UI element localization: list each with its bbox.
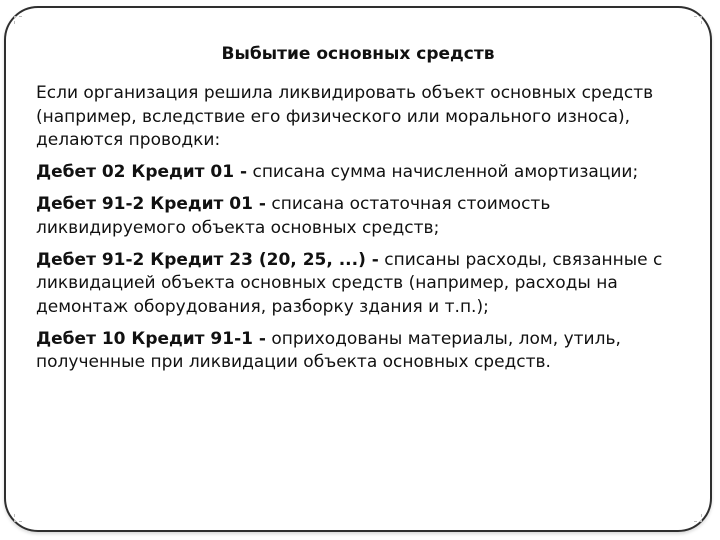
entry-account: Дебет 91-2 Кредит 23 (20, 25, ...) - [36,249,379,270]
entry-text: списаны расходы, связанные с ликвидацией объекта основных средств (например, расходы на демонтаж оборудования, разборку здания и т.п.); [36,249,663,317]
entry-account: Дебет 10 Кредит 91-1 - [36,328,266,349]
intro-paragraph: Если организация решила ликвидировать объект основных средств (например, вследствие его физического или морального износа), делаются проводки: [36,83,654,150]
corner-mark [694,514,702,522]
corner-mark [14,514,22,522]
entry-text: оприходованы материалы, лом, утиль, полученные при ликвидации объекта основных средств. [36,328,621,372]
entry-text: списана сумма начисленной амортизации; [252,162,639,182]
entry-paragraph [36,161,686,185]
card-body [36,82,686,383]
entry-paragraph [36,249,686,320]
corner-mark [14,16,22,24]
content-card [4,6,712,532]
entry-paragraph [36,193,686,240]
entry-paragraph [36,328,686,375]
entry-account: Дебет 91-2 Кредит 01 - [36,194,266,214]
card-title: Выбытие основных средств [221,44,495,64]
corner-mark [694,16,702,24]
entry-text: списана остаточная стоимость ликвидируемого объекта основных средств; [36,194,551,238]
entry-account: Дебет 02 Кредит 01 - [36,162,248,182]
